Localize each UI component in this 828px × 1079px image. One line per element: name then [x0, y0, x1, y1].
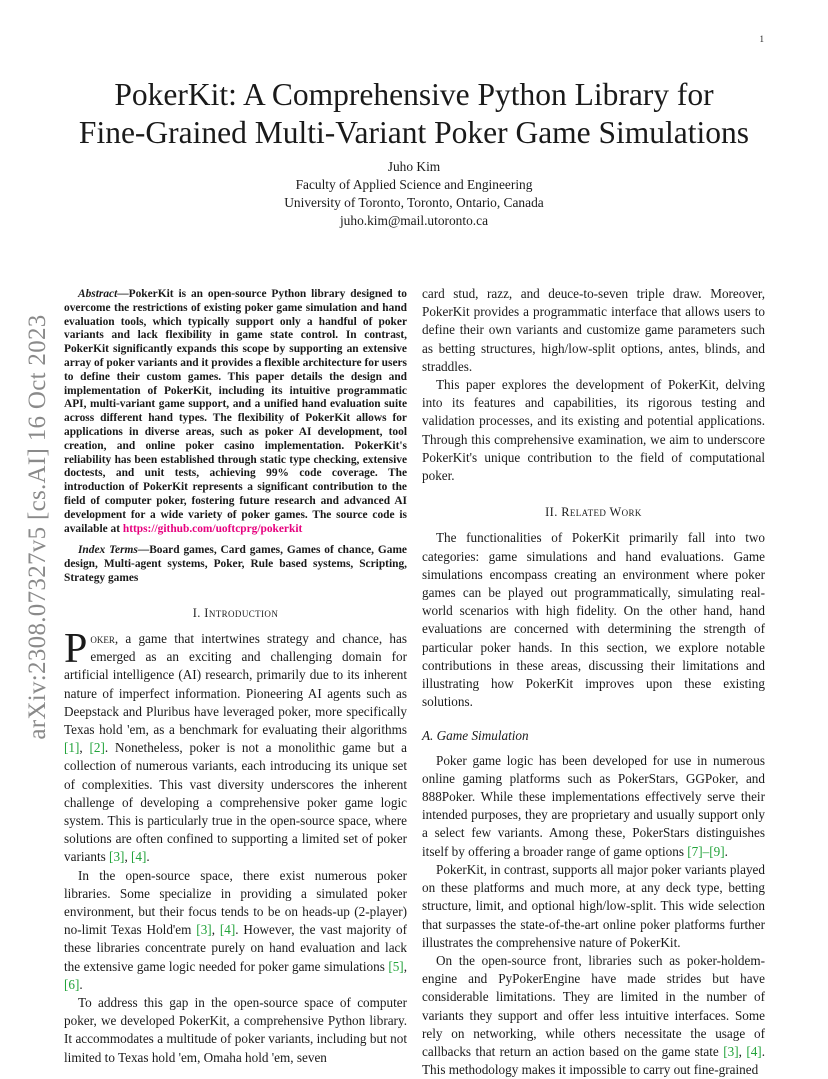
subsection-heading-game-simulation: A. Game Simulation [422, 728, 529, 744]
arxiv-sidebar-stamp [14, 296, 62, 758]
intro-text: . Nonetheless, poker is not a monolithic game but a collection of numerous variants, each introducing its unique set of complexities. This vast diversity underscores the inherent challenge of developing a comprehensive poker game logic system. This is particularly true in the open-source space, where solutions are often confined to supporting a limited set of poker variants [64, 740, 407, 865]
intro-text: . [79, 976, 83, 992]
page-number: 1 [759, 34, 764, 44]
citation-link[interactable]: [4] [746, 1043, 762, 1059]
body-text: . This methodology makes it impossible to carry out fine-grained [422, 1043, 765, 1078]
intro-text: , a game that intertwines strategy and chance, has emerged as an exciting and challenging domain for artificial intelligence (AI) research, primarily due to its inherent nature of imperfect information. Pioneering AI agents such as Deepstack and Pluribus have leveraged poker, more specifically Texas hold 'em, as a benchmark for evaluating their algorithms [64, 630, 407, 737]
citation-link[interactable]: [3] [723, 1043, 739, 1059]
intro-paragraph-1 [64, 625, 407, 867]
left-column [64, 288, 407, 1067]
section-title: Related Work [561, 505, 642, 520]
citation-separator: , [79, 740, 90, 756]
index-terms-text: —Board games, Card games, Games of chance, Game design, Multi-agent systems, Poker, Rule based systems, Scripting, Strategy games [64, 544, 407, 584]
game-sim-paragraph-1 [422, 752, 765, 861]
author-university: University of Toronto, Toronto, Ontario, Canada [284, 195, 544, 210]
source-code-link[interactable]: https://github.com/uoftcprg/pokerkit [122, 522, 303, 535]
body-text: On the open-source front, libraries such as poker-holdem-engine and PyPokerEngine have made strides but have considerable limitations. They are limited in the number of variants they support and offer less intuitive interfaces. Some rely on networking, while others necessitate the usage of callbacks that return an action based on the game state [422, 952, 765, 1059]
title-line-1: PokerKit: A Comprehensive Python Library for [114, 77, 714, 112]
game-sim-paragraph-3 [422, 952, 765, 1079]
citation-separator: , [124, 849, 132, 865]
citation-link[interactable]: [2] [89, 740, 105, 756]
abstract-label: Abstract [78, 288, 118, 300]
section-number: I. [192, 605, 205, 620]
body-text: . [724, 843, 728, 859]
citation-link[interactable]: [6] [64, 976, 80, 992]
author-faculty: Faculty of Applied Science and Engineering [295, 177, 533, 192]
author-name: Juho Kim [387, 159, 441, 174]
paper-title [64, 76, 764, 152]
body-text: Poker game logic has been developed for use in numerous online gaming platforms such as PokerStars, GGPoker, and 888Poker. While these implementations effectively serve their intended purposes, they are proprietary and usually support only a select few variants. Among these, PokerStars distinguishes itself by offering a broader range of game options [422, 752, 765, 859]
right-paragraph-1: card stud, razz, and deuce-to-seven triple draw. Moreover, PokerKit provides a programmatic interface that allows users to define their own variants and customize game parameters such as betting structures, high/low-split options, antes, blinds, and straddles. [422, 286, 765, 374]
citation-link[interactable]: [4] [131, 849, 147, 865]
citation-link[interactable]: [3] [109, 849, 125, 865]
citation-separator: , [738, 1043, 747, 1059]
citation-link[interactable]: [7]–[9] [687, 843, 725, 859]
section-heading-related-work [422, 503, 765, 521]
drop-cap: P [64, 625, 88, 672]
related-paragraph: The functionalities of PokerKit primarily fall into two categories: game simulations and hand evaluations. Game simulations encompass creating an environment where poker games can be played out programmatically, simulating real-world scenarios with high fidelity. On the other hand, hand evaluations are concerned with determining the strength of particular poker hands. In this section, we explore notable contributions in these areas, discussing their limitations and illustrating how PokerKit improves upon these existing solutions. [422, 530, 765, 710]
citation-link[interactable]: [3] [196, 922, 212, 938]
abstract [64, 288, 407, 536]
abstract-text: —PokerKit is an open-source Python library designed to overcome the restrictions of existing poker game simulation and hand evaluation tools, which typically support only a handful of poker variants and lack flexibility in game state control. In contrast, PokerKit significantly expands this scope by supporting an extensive array of poker variants and it provides a flexible architecture for users to define their custom games. This paper details the design and implementation of PokerKit, including its intuitive programmatic API, multi-variant game support, and a unified hand evaluation suite across different hand types. The flexibility of PokerKit allows for applications in diverse areas, such as poker AI development, tool creation, and online poker casino implementation. PokerKit's reliability has been established through static type checking, extensive doctests, and unit tests, achieving 99% code coverage. The introduction of PokerKit represents a significant contribution to the field of computer poker, fostering future research and advanced AI development for a wide variety of poker games. The source code is available at [64, 288, 407, 535]
citation-link[interactable]: [4] [219, 922, 236, 938]
arxiv-identifier: arXiv:2308.07327v5 [cs.AI] 16 Oct 2023 [24, 314, 51, 740]
right-paragraph-2: This paper explores the development of PokerKit, delving into its features and capabilities, its rigorous testing and validation processes, and its existing and potential applications. Through this comprehensive examination, we aim to underscore PokerKit's unique contribution to the field of computational poker. [422, 377, 765, 484]
game-sim-paragraph-2: PokerKit, in contrast, supports all major poker variants played on these platforms and much more, at any deck type, betting structure, limit, and optional high/low-split. This wide selection that surpasses the state-of-the-art online poker platforms further illustrates the comprehensive nature of PokerKit. [422, 861, 765, 950]
citation-link[interactable]: [1] [64, 740, 80, 756]
citation-separator: , [211, 922, 220, 938]
citation-link[interactable]: [5] [388, 958, 404, 974]
intro-paragraph-3: To address this gap in the open-source space of computer poker, we developed PokerKit, a comprehensive Python library. It accommodates a multitude of poker variants, including but not limited to Texas hold 'em, Omaha hold 'em, seven [64, 995, 407, 1065]
author-block [64, 158, 764, 230]
lead-word: oker [90, 630, 115, 646]
intro-text: In the open-source space, there exist numerous poker libraries. Some specialize in providing a simulated poker environment, but their focus tends to be on heads-up (2-player) no-limit Texas Hold'em [64, 867, 407, 938]
intro-paragraph-2 [64, 867, 407, 994]
intro-text: . However, the vast majority of these libraries concentrate purely on hand evaluation and lack the extensive game logic needed for poker game simulations [64, 922, 408, 974]
section-number: II. [545, 505, 562, 520]
right-column [422, 285, 765, 1079]
title-line-2: Fine-Grained Multi-Variant Poker Game Simulations [78, 115, 750, 150]
section-title: Introduction [204, 605, 279, 620]
citation-separator: , [403, 958, 407, 974]
section-heading-introduction [64, 604, 407, 622]
index-terms-label: Index Terms [78, 544, 138, 557]
author-email: juho.kim@mail.utoronto.ca [339, 213, 489, 228]
index-terms [64, 544, 407, 585]
intro-text: . [146, 849, 150, 865]
